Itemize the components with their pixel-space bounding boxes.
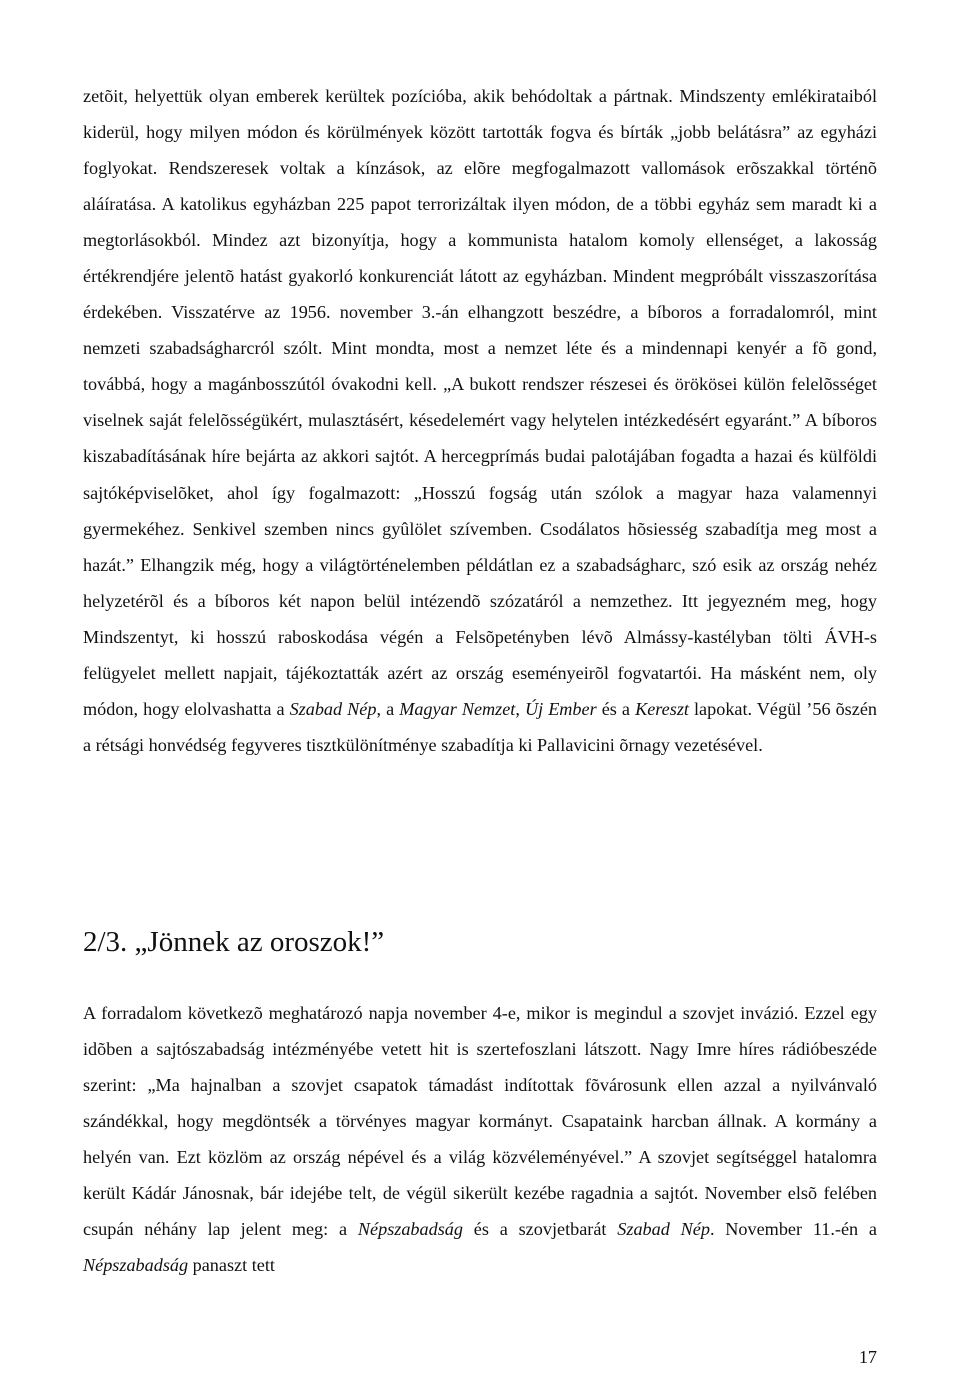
newspaper-title: Népszabadság (83, 1255, 189, 1276)
newspaper-title: Népszabadság (357, 1219, 463, 1240)
newspaper-title: Új Ember (524, 698, 597, 719)
body-paragraph-1 (83, 78, 877, 763)
newspaper-title: Magyar Nemzet (399, 698, 516, 719)
paragraph-text: , a (376, 698, 400, 719)
section-heading: 2/3. „Jönnek az oroszok!” (83, 926, 385, 958)
newspaper-title: Szabad Nép (617, 1219, 710, 1240)
paragraph-text: zetõit, helyettük olyan emberek kerültek pozícióba, akik behódoltak a pártnak. Mindszenty emlékirataiból kiderül, hogy milyen módon és körülmények között tartották fogva és bírták „jobb belátásra” az egyházi foglyokat. Rendszeresek voltak a kínzások, az elõre megfogalmazott vallomások erõszakkal történõ aláíratása. A katolikus egyházban 225 papot terrorizáltak ilyen módon, de a többi egyház sem maradt ki a megtorlásokból. Mindez azt bizonyítja, hogy a kommunista hatalom komoly ellenséget, a lakosság értékrendjére jelentõ hatást gyakorló konkurenciát látott az egyházban. Mindent megpróbált visszaszorítása érdekében. Visszatérve az 1956. november 3.-án elhangzott beszédre, a bíboros a forradalomról, mint nemzeti szabadságharcról szólt. Mint mondta, most a nemzet léte és a mindennapi kenyér a fõ gond, továbbá, hogy a magánbosszútól óvakodni kell. „A bukott rendszer részesei és örökösei külön felelõsséget viselnek saját felelõsségükért, mulasztásért, késedelemért vagy helytelen intézkedésért egyaránt.” A bíboros kiszabadításának híre bejárta az akkori sajtót. A hercegprímás budai palotájában fogadta a hazai és külföldi sajtóképviselõket, ahol így fogalmazott: „Hosszú fogság után szólok a magyar haza valamennyi gyermekéhez. Senkivel szemben nincs gyûlölet szívemben. Csodálatos hõsiesség szabadítja meg most a hazát.” Elhangzik még, hogy a világtörténelemben példátlan ez a szabadságharc, szó esik az ország nehéz helyzetérõl és a bíboros két napon belül intézendõ szózatáról a nemzethez. Itt jegyezném meg, hogy Mindszentyt, ki hosszú raboskodása végén a Felsõpetényben lévõ Almássy-kastélyban tölti ÁVH-s felügyelet mellett napjait, tájékoztatták azért az ország eseményeirõl fogvatartói. Ha másként nem, oly módon, hogy elolvashatta a (83, 86, 877, 719)
paragraph-text: , (515, 698, 525, 719)
paragraph-text: A forradalom következõ meghatározó napja november 4-e, mikor is megindul a szovjet invázió. Ezzel egy idõben a sajtószabadság intézményébe vetett hit is szertefoszlani látszott. Nagy Imre híres rádióbeszéde szerint: „Ma hajnalban a szovjet csapatok támadást indítottak fõvárosunk ellen azzal a nyilvánvaló szándékkal, hogy megdöntsék a törvényes magyar kormányt. Csapataink harcban állnak. A kormány a helyén van. Ezt közlöm az ország népével és a világ közvéleményével.” A szovjet segítséggel hatalomra került Kádár Jánosnak, bár idejébe telt, de végül sikerült kezébe ragadnia a sajtót. November elsõ felében csupán néhány lap jelent meg: a (83, 1003, 877, 1240)
newspaper-title: Szabad Nép (289, 698, 377, 719)
paragraph-text: és a (596, 698, 636, 719)
paragraph-text: panaszt tett (188, 1255, 275, 1276)
paragraph-text: lapokat. Végül ’56 õszén a rétsági honvédség fegyveres tisztkülönítménye szabadítja ki Pallavicini õrnagy vezetésével. (83, 698, 877, 755)
newspaper-title: Kereszt (635, 698, 689, 719)
paragraph-text: . November 11.-én a (709, 1219, 878, 1240)
paragraph-text: és a szovjetbarát (462, 1219, 618, 1240)
body-paragraph-2 (83, 995, 877, 1283)
page-number: 17 (858, 1347, 877, 1367)
